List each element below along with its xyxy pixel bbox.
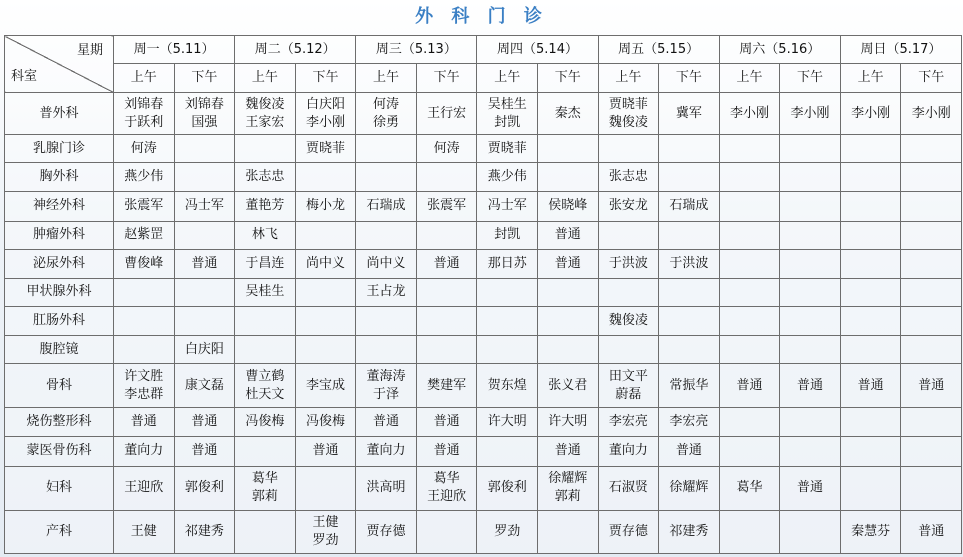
am-header: 上午 bbox=[477, 64, 538, 93]
doctor-cell: 王健 bbox=[114, 510, 175, 553]
table-row bbox=[5, 408, 962, 437]
doctor-cell bbox=[659, 163, 720, 192]
doctor-cell bbox=[719, 408, 780, 437]
doctor-cell: 燕少伟 bbox=[477, 163, 538, 192]
doctor-cell bbox=[719, 192, 780, 221]
doctor-cell bbox=[416, 278, 477, 306]
table-row bbox=[5, 278, 962, 306]
doctor-cell: 普通 bbox=[416, 437, 477, 466]
doctor-cell: 燕少伟 bbox=[114, 163, 175, 192]
table-row bbox=[5, 466, 962, 510]
doctor-cell: 徐耀辉 郭莉 bbox=[537, 466, 598, 510]
doctor-cell: 贾晓菲 魏俊凌 bbox=[598, 93, 659, 135]
doctor-cell bbox=[295, 278, 356, 306]
doctor-cell bbox=[780, 221, 841, 249]
doctor-cell: 普通 bbox=[174, 437, 235, 466]
doctor-cell bbox=[235, 135, 296, 163]
am-header: 上午 bbox=[235, 64, 296, 93]
doctor-cell bbox=[477, 336, 538, 364]
doctor-cell bbox=[356, 163, 417, 192]
doctor-cell bbox=[840, 249, 901, 278]
doctor-cell bbox=[537, 163, 598, 192]
doctor-cell: 普通 bbox=[537, 249, 598, 278]
doctor-cell: 魏俊凌 王家宏 bbox=[235, 93, 296, 135]
schedule-body bbox=[5, 93, 962, 554]
pm-header: 下午 bbox=[416, 64, 477, 93]
doctor-cell bbox=[356, 336, 417, 364]
table-row bbox=[5, 510, 962, 553]
doctor-cell: 魏俊凌 bbox=[598, 306, 659, 335]
table-row bbox=[5, 221, 962, 249]
doctor-cell: 徐耀辉 bbox=[659, 466, 720, 510]
day-header: 周二（5.12） bbox=[235, 36, 356, 64]
doctor-cell bbox=[719, 163, 780, 192]
pm-header: 下午 bbox=[537, 64, 598, 93]
doctor-cell: 吴桂生 bbox=[235, 278, 296, 306]
doctor-cell bbox=[780, 249, 841, 278]
doctor-cell: 林飞 bbox=[235, 221, 296, 249]
doctor-cell bbox=[598, 221, 659, 249]
doctor-cell bbox=[719, 336, 780, 364]
doctor-cell: 张安龙 bbox=[598, 192, 659, 221]
doctor-cell: 李小刚 bbox=[719, 93, 780, 135]
doctor-cell: 冯士军 bbox=[477, 192, 538, 221]
doctor-cell bbox=[780, 336, 841, 364]
doctor-cell: 贾存德 bbox=[598, 510, 659, 553]
doctor-cell bbox=[719, 278, 780, 306]
doctor-cell bbox=[356, 135, 417, 163]
doctor-cell: 董向力 bbox=[114, 437, 175, 466]
doctor-cell bbox=[598, 135, 659, 163]
day-header: 周六（5.16） bbox=[719, 36, 840, 64]
doctor-cell: 石瑞成 bbox=[659, 192, 720, 221]
corner-dept-label: 科室 bbox=[11, 69, 38, 84]
doctor-cell: 祁建秀 bbox=[174, 510, 235, 553]
doctor-cell: 许文胜 李忠群 bbox=[114, 364, 175, 408]
doctor-cell: 张震军 bbox=[114, 192, 175, 221]
doctor-cell bbox=[416, 221, 477, 249]
doctor-cell bbox=[659, 135, 720, 163]
doctor-cell bbox=[901, 249, 962, 278]
dept-name: 甲状腺外科 bbox=[5, 278, 114, 306]
doctor-cell bbox=[416, 163, 477, 192]
doctor-cell: 赵紫罡 bbox=[114, 221, 175, 249]
doctor-cell bbox=[719, 510, 780, 553]
doctor-cell bbox=[174, 135, 235, 163]
dept-name: 蒙医骨伤科 bbox=[5, 437, 114, 466]
doctor-cell: 冀军 bbox=[659, 93, 720, 135]
day-header: 周一（5.11） bbox=[114, 36, 235, 64]
doctor-cell: 石瑞成 bbox=[356, 192, 417, 221]
doctor-cell: 董艳芳 bbox=[235, 192, 296, 221]
doctor-cell bbox=[780, 135, 841, 163]
doctor-cell bbox=[416, 306, 477, 335]
doctor-cell bbox=[114, 336, 175, 364]
doctor-cell bbox=[901, 466, 962, 510]
doctor-cell bbox=[477, 306, 538, 335]
doctor-cell bbox=[719, 249, 780, 278]
doctor-cell: 李小刚 bbox=[780, 93, 841, 135]
doctor-cell bbox=[780, 163, 841, 192]
doctor-cell bbox=[901, 336, 962, 364]
dept-name: 泌尿外科 bbox=[5, 249, 114, 278]
doctor-cell bbox=[840, 437, 901, 466]
doctor-cell bbox=[416, 510, 477, 553]
am-header: 上午 bbox=[598, 64, 659, 93]
doctor-cell: 于洪波 bbox=[659, 249, 720, 278]
doctor-cell: 普通 bbox=[356, 408, 417, 437]
doctor-cell bbox=[840, 408, 901, 437]
doctor-cell: 郭俊利 bbox=[174, 466, 235, 510]
doctor-cell: 葛华 bbox=[719, 466, 780, 510]
dept-name: 腹腔镜 bbox=[5, 336, 114, 364]
doctor-cell: 尚中义 bbox=[356, 249, 417, 278]
doctor-cell: 王占龙 bbox=[356, 278, 417, 306]
doctor-cell: 普通 bbox=[174, 408, 235, 437]
doctor-cell bbox=[901, 221, 962, 249]
doctor-cell bbox=[295, 336, 356, 364]
doctor-cell bbox=[659, 278, 720, 306]
header-row-ampm bbox=[5, 64, 962, 93]
day-header: 周五（5.15） bbox=[598, 36, 719, 64]
doctor-cell: 普通 bbox=[537, 437, 598, 466]
doctor-cell: 贺东煌 bbox=[477, 364, 538, 408]
pm-header: 下午 bbox=[901, 64, 962, 93]
doctor-cell bbox=[840, 466, 901, 510]
doctor-cell: 普通 bbox=[780, 466, 841, 510]
doctor-cell bbox=[780, 408, 841, 437]
am-header: 上午 bbox=[840, 64, 901, 93]
doctor-cell: 于昌连 bbox=[235, 249, 296, 278]
doctor-cell: 普通 bbox=[114, 408, 175, 437]
doctor-cell: 普通 bbox=[719, 364, 780, 408]
doctor-cell bbox=[537, 135, 598, 163]
doctor-cell bbox=[295, 221, 356, 249]
doctor-cell: 王行宏 bbox=[416, 93, 477, 135]
header-row-days bbox=[5, 36, 962, 64]
doctor-cell bbox=[114, 306, 175, 335]
day-header: 周四（5.14） bbox=[477, 36, 598, 64]
doctor-cell: 梅小龙 bbox=[295, 192, 356, 221]
doctor-cell bbox=[901, 306, 962, 335]
doctor-cell: 常振华 bbox=[659, 364, 720, 408]
dept-name: 胸外科 bbox=[5, 163, 114, 192]
doctor-cell bbox=[840, 192, 901, 221]
doctor-cell bbox=[416, 336, 477, 364]
doctor-cell bbox=[356, 306, 417, 335]
doctor-cell bbox=[719, 306, 780, 335]
doctor-cell: 董海涛 于泽 bbox=[356, 364, 417, 408]
doctor-cell bbox=[780, 278, 841, 306]
doctor-cell bbox=[537, 306, 598, 335]
schedule-table bbox=[4, 35, 962, 554]
doctor-cell bbox=[114, 278, 175, 306]
dept-name: 烧伤整形科 bbox=[5, 408, 114, 437]
doctor-cell: 石淑贤 bbox=[598, 466, 659, 510]
doctor-cell bbox=[477, 278, 538, 306]
table-row bbox=[5, 163, 962, 192]
doctor-cell: 普通 bbox=[416, 408, 477, 437]
doctor-cell bbox=[598, 336, 659, 364]
doctor-cell bbox=[780, 306, 841, 335]
doctor-cell: 张义君 bbox=[537, 364, 598, 408]
doctor-cell bbox=[356, 221, 417, 249]
doctor-cell bbox=[537, 336, 598, 364]
doctor-cell bbox=[719, 221, 780, 249]
table-row bbox=[5, 249, 962, 278]
doctor-cell: 刘锦春 国强 bbox=[174, 93, 235, 135]
doctor-cell: 罗劲 bbox=[477, 510, 538, 553]
doctor-cell: 冯俊梅 bbox=[295, 408, 356, 437]
corner-header bbox=[5, 36, 114, 93]
doctor-cell bbox=[659, 221, 720, 249]
dept-name: 肿瘤外科 bbox=[5, 221, 114, 249]
doctor-cell: 祁建秀 bbox=[659, 510, 720, 553]
doctor-cell: 郭俊利 bbox=[477, 466, 538, 510]
doctor-cell bbox=[780, 510, 841, 553]
dept-name: 普外科 bbox=[5, 93, 114, 135]
page-title: 外 科 门 诊 bbox=[415, 6, 548, 27]
day-header: 周日（5.17） bbox=[840, 36, 961, 64]
doctor-cell: 李宏亮 bbox=[659, 408, 720, 437]
doctor-cell: 贾存德 bbox=[356, 510, 417, 553]
doctor-cell: 冯士军 bbox=[174, 192, 235, 221]
doctor-cell: 普通 bbox=[901, 364, 962, 408]
doctor-cell: 于洪波 bbox=[598, 249, 659, 278]
doctor-cell: 秦杰 bbox=[537, 93, 598, 135]
day-header: 周三（5.13） bbox=[356, 36, 477, 64]
doctor-cell: 曹立鹤 杜天文 bbox=[235, 364, 296, 408]
pm-header: 下午 bbox=[174, 64, 235, 93]
doctor-cell: 封凯 bbox=[477, 221, 538, 249]
doctor-cell bbox=[719, 135, 780, 163]
doctor-cell: 李小刚 bbox=[840, 93, 901, 135]
dept-name: 肛肠外科 bbox=[5, 306, 114, 335]
doctor-cell: 普通 bbox=[659, 437, 720, 466]
doctor-cell bbox=[235, 306, 296, 335]
doctor-cell: 王迎欣 bbox=[114, 466, 175, 510]
doctor-cell: 贾晓菲 bbox=[295, 135, 356, 163]
doctor-cell: 张震军 bbox=[416, 192, 477, 221]
doctor-cell: 尚中义 bbox=[295, 249, 356, 278]
table-row bbox=[5, 336, 962, 364]
doctor-cell bbox=[598, 278, 659, 306]
doctor-cell bbox=[901, 163, 962, 192]
pm-header: 下午 bbox=[295, 64, 356, 93]
doctor-cell bbox=[840, 336, 901, 364]
doctor-cell bbox=[719, 437, 780, 466]
doctor-cell bbox=[840, 221, 901, 249]
doctor-cell bbox=[174, 221, 235, 249]
table-row bbox=[5, 192, 962, 221]
doctor-cell: 白庆阳 李小刚 bbox=[295, 93, 356, 135]
doctor-cell bbox=[235, 437, 296, 466]
doctor-cell bbox=[901, 192, 962, 221]
doctor-cell: 董向力 bbox=[598, 437, 659, 466]
doctor-cell: 何涛 bbox=[114, 135, 175, 163]
doctor-cell bbox=[659, 336, 720, 364]
doctor-cell: 秦慧芬 bbox=[840, 510, 901, 553]
doctor-cell: 刘锦春 于跃利 bbox=[114, 93, 175, 135]
doctor-cell: 冯俊梅 bbox=[235, 408, 296, 437]
doctor-cell bbox=[174, 278, 235, 306]
doctor-cell: 普通 bbox=[416, 249, 477, 278]
corner-weekday-label: 星期 bbox=[76, 43, 103, 58]
doctor-cell bbox=[840, 135, 901, 163]
doctor-cell: 张志忠 bbox=[235, 163, 296, 192]
doctor-cell bbox=[659, 306, 720, 335]
doctor-cell: 普通 bbox=[295, 437, 356, 466]
doctor-cell bbox=[174, 306, 235, 335]
doctor-cell: 那日苏 bbox=[477, 249, 538, 278]
doctor-cell: 康文磊 bbox=[174, 364, 235, 408]
doctor-cell: 普通 bbox=[901, 510, 962, 553]
doctor-cell: 田文平 蔚磊 bbox=[598, 364, 659, 408]
doctor-cell: 董向力 bbox=[356, 437, 417, 466]
doctor-cell: 侯晓峰 bbox=[537, 192, 598, 221]
dept-name: 骨科 bbox=[5, 364, 114, 408]
doctor-cell bbox=[901, 278, 962, 306]
table-row bbox=[5, 135, 962, 163]
doctor-cell: 葛华 郭莉 bbox=[235, 466, 296, 510]
doctor-cell: 李小刚 bbox=[901, 93, 962, 135]
doctor-cell: 何涛 徐勇 bbox=[356, 93, 417, 135]
doctor-cell bbox=[295, 163, 356, 192]
doctor-cell bbox=[780, 437, 841, 466]
doctor-cell bbox=[901, 437, 962, 466]
doctor-cell: 白庆阳 bbox=[174, 336, 235, 364]
dept-name: 产科 bbox=[5, 510, 114, 553]
doctor-cell: 李宏亮 bbox=[598, 408, 659, 437]
table-row bbox=[5, 364, 962, 408]
doctor-cell bbox=[901, 408, 962, 437]
doctor-cell: 洪高明 bbox=[356, 466, 417, 510]
doctor-cell bbox=[477, 437, 538, 466]
doctor-cell bbox=[901, 135, 962, 163]
doctor-cell bbox=[780, 192, 841, 221]
doctor-cell: 许大明 bbox=[537, 408, 598, 437]
doctor-cell: 樊建军 bbox=[416, 364, 477, 408]
table-row bbox=[5, 437, 962, 466]
doctor-cell: 李宝成 bbox=[295, 364, 356, 408]
doctor-cell bbox=[295, 306, 356, 335]
am-header: 上午 bbox=[719, 64, 780, 93]
doctor-cell: 张志忠 bbox=[598, 163, 659, 192]
dept-name: 妇科 bbox=[5, 466, 114, 510]
doctor-cell: 许大明 bbox=[477, 408, 538, 437]
doctor-cell: 普通 bbox=[780, 364, 841, 408]
am-header: 上午 bbox=[356, 64, 417, 93]
dept-name: 神经外科 bbox=[5, 192, 114, 221]
doctor-cell: 王健 罗劲 bbox=[295, 510, 356, 553]
doctor-cell bbox=[840, 306, 901, 335]
doctor-cell: 贾晓菲 bbox=[477, 135, 538, 163]
doctor-cell: 吴桂生 封凯 bbox=[477, 93, 538, 135]
doctor-cell: 葛华 王迎欣 bbox=[416, 466, 477, 510]
pm-header: 下午 bbox=[780, 64, 841, 93]
table-row bbox=[5, 93, 962, 135]
doctor-cell: 普通 bbox=[840, 364, 901, 408]
doctor-cell: 普通 bbox=[537, 221, 598, 249]
am-header: 上午 bbox=[114, 64, 175, 93]
doctor-cell: 曹俊峰 bbox=[114, 249, 175, 278]
doctor-cell bbox=[235, 336, 296, 364]
doctor-cell bbox=[840, 163, 901, 192]
pm-header: 下午 bbox=[659, 64, 720, 93]
doctor-cell bbox=[537, 510, 598, 553]
doctor-cell bbox=[235, 510, 296, 553]
table-row bbox=[5, 306, 962, 335]
doctor-cell: 何涛 bbox=[416, 135, 477, 163]
doctor-cell bbox=[295, 466, 356, 510]
doctor-cell bbox=[840, 278, 901, 306]
doctor-cell: 普通 bbox=[174, 249, 235, 278]
dept-name: 乳腺门诊 bbox=[5, 135, 114, 163]
doctor-cell bbox=[174, 163, 235, 192]
doctor-cell bbox=[537, 278, 598, 306]
